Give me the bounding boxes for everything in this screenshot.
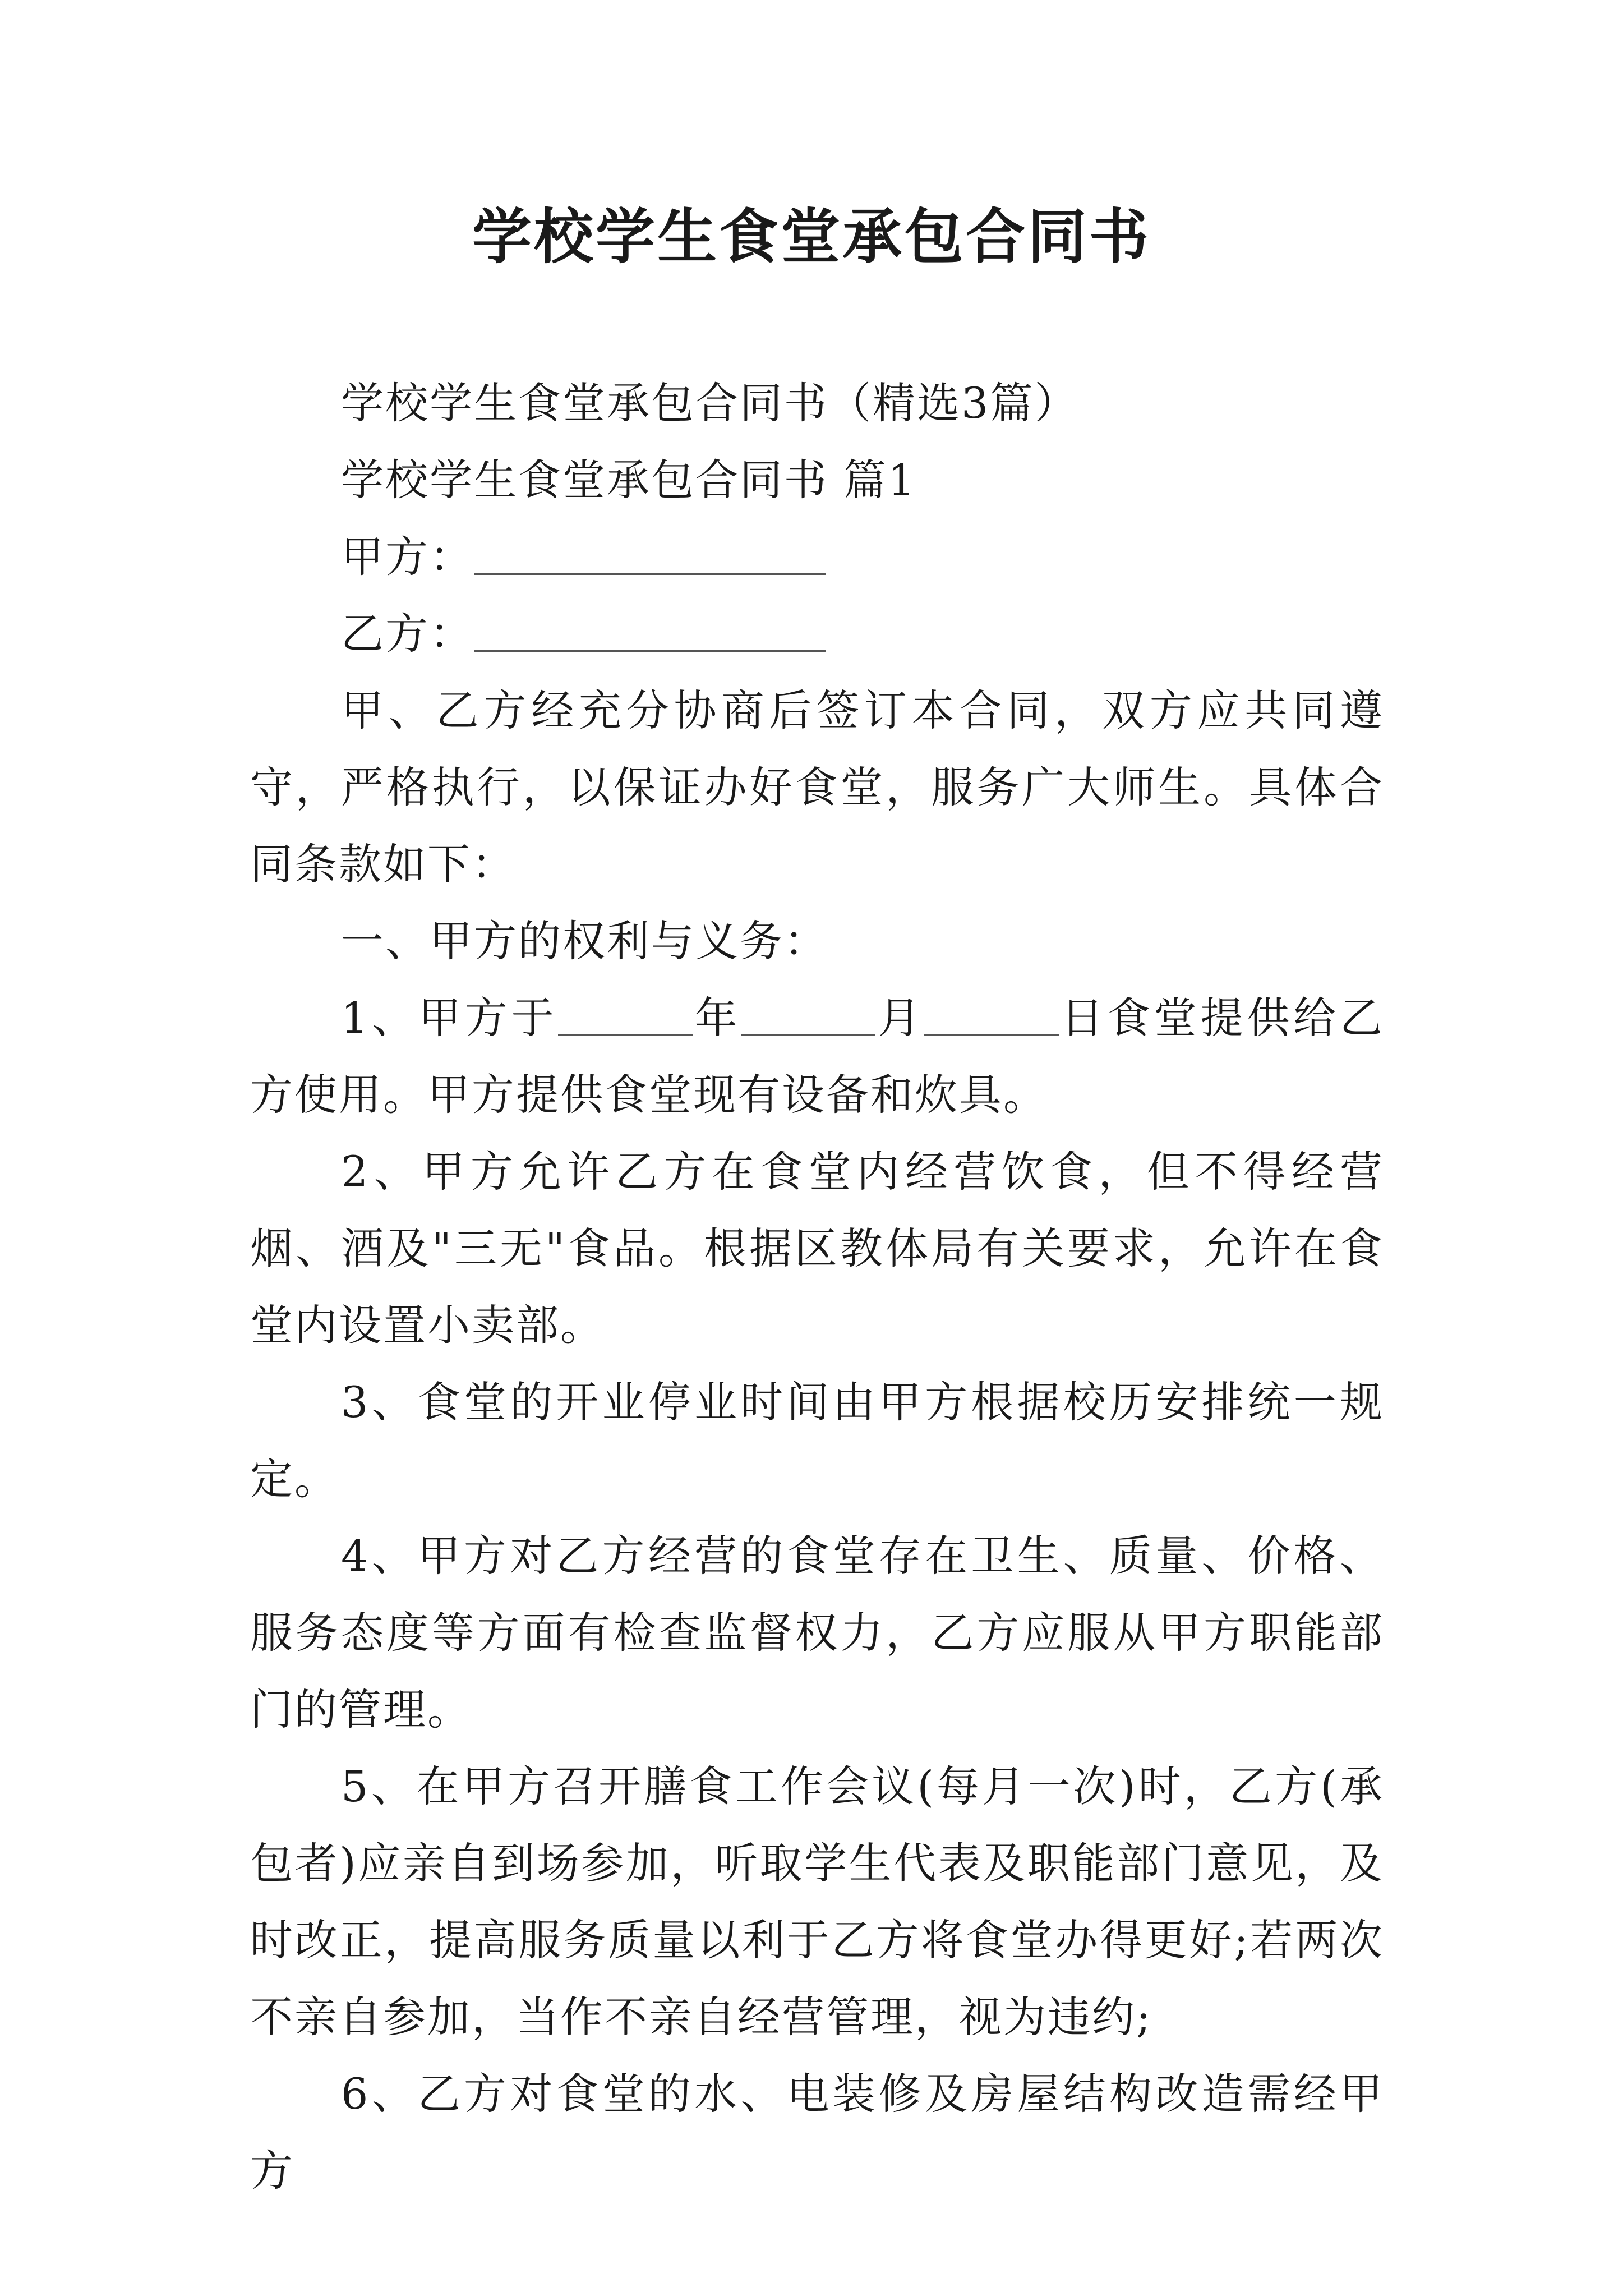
intro-paragraph: 甲、乙方经充分协商后签订本合同，双方应共同遵守，严格执行，以保证办好食堂，服务广大师生。具体合同条款如下：	[250, 685, 1384, 889]
party-a-blank	[474, 540, 826, 575]
clause-1-suffix: 日食堂提供给乙方使用。甲方提供食堂现有设备和炊具。	[250, 993, 1385, 1120]
party-a-label: 甲方：	[341, 532, 474, 582]
day-blank	[924, 1001, 1059, 1036]
section-heading: 学校学生食堂承包合同书 篇1	[341, 455, 917, 505]
document-title: 学校学生食堂承包合同书	[472, 201, 1151, 272]
document-body	[250, 365, 1384, 2209]
clause-heading: 一、甲方的权利与义务：	[341, 916, 828, 966]
clause-5: 5、在甲方召开膳食工作会议(每月一次)时，乙方(承包者)应亲自到场参加，听取学生代表及职能部门意见，及时改正，提高服务质量以利于乙方将食堂办得更好;若两次不亲自参加，当作不亲自经营管理，视为违约;	[250, 1761, 1384, 2042]
clause-1-year: 年	[692, 993, 741, 1043]
party-b-blank	[474, 616, 826, 652]
clause-3: 3、食堂的开业停业时间由甲方根据校历安排统一规定。	[250, 1377, 1384, 1504]
clause-2: 2、甲方允许乙方在食堂内经营饮食，但不得经营烟、酒及"三无"食品。根据区教体局有关要求，允许在食堂内设置小卖部。	[250, 1147, 1384, 1350]
party-a-line	[250, 518, 1384, 595]
clause-1	[250, 979, 1384, 1133]
clause-1-month: 月	[875, 993, 925, 1043]
clause-4: 4、甲方对乙方经营的食堂存在卫生、质量、价格、服务态度等方面有检查监督权力，乙方应服从甲方职能部门的管理。	[250, 1531, 1384, 1734]
party-b-label: 乙方：	[341, 609, 474, 659]
month-blank	[741, 1001, 875, 1036]
year-blank	[558, 1001, 693, 1036]
clause-1-prefix: 1、甲方于	[341, 993, 558, 1043]
clause-6: 6、乙方对食堂的水、电装修及房屋结构改造需经甲方	[250, 2069, 1384, 2196]
document-subtitle: 学校学生食堂承包合同书（精选3篇）	[341, 378, 1079, 428]
party-b-line	[250, 595, 1384, 672]
